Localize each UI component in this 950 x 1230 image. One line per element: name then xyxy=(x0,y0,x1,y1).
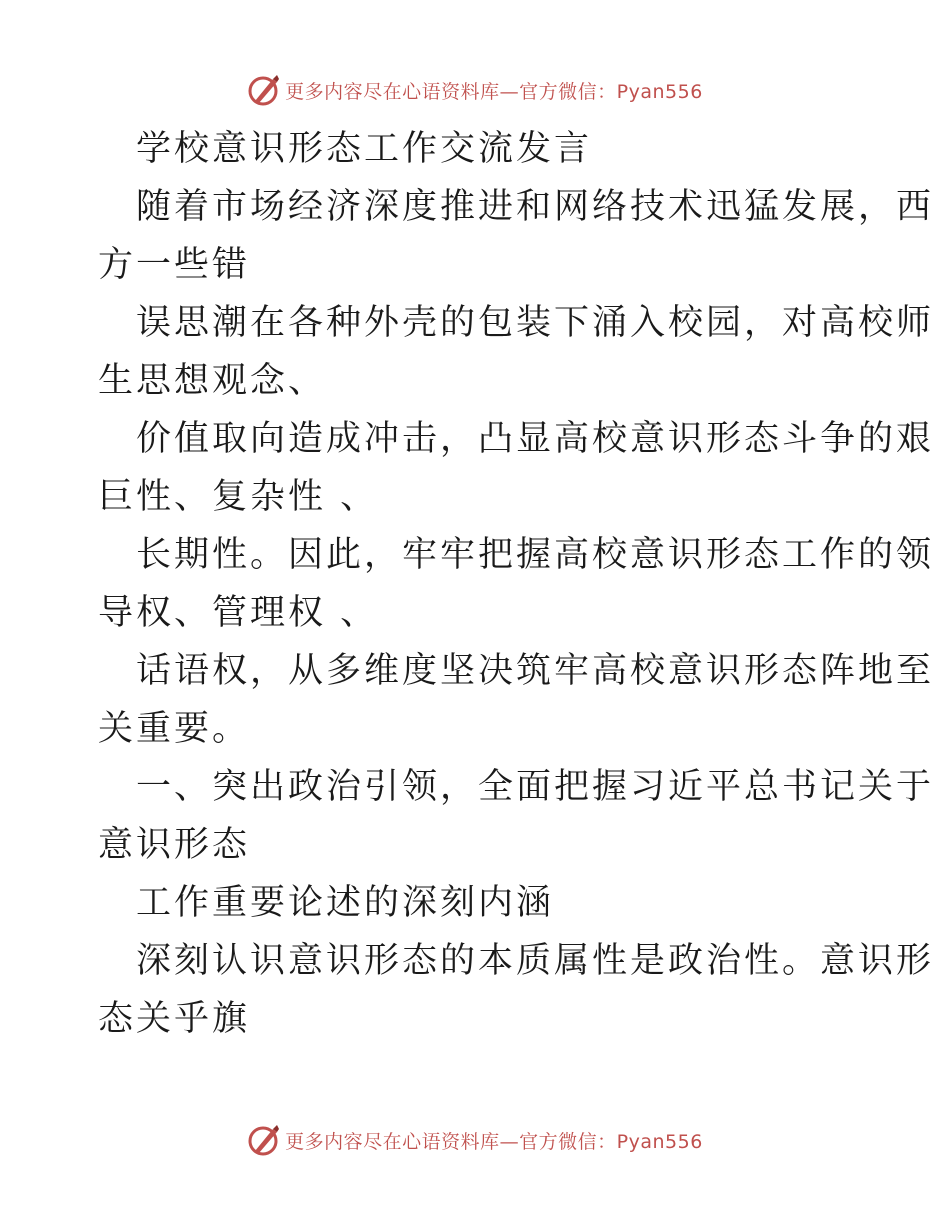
section-heading-line: 一、突出政治引领，全面把握习近平总书记关于 xyxy=(136,767,935,807)
paragraph-line: 误思潮在各种外壳的包装下涌入校园，对高校师 xyxy=(136,303,935,343)
paragraph-line: 深刻认识意识形态的本质属性是政治性。意识形 xyxy=(136,941,935,981)
pen-logo-icon xyxy=(247,1123,281,1157)
section-heading-line: 意识形态 xyxy=(98,825,251,865)
pen-logo-icon xyxy=(247,73,281,107)
paragraph-line: 巨性、复杂性 、 xyxy=(98,477,379,517)
paragraph-line: 导权、管理权 、 xyxy=(98,593,379,633)
paragraph-line: 随着市场经济深度推进和网络技术迅猛发展，西 xyxy=(136,187,935,227)
document-title: 学校意识形态工作交流发言 xyxy=(136,129,593,169)
paragraph-line: 生思想观念、 xyxy=(98,361,327,401)
section-heading-line: 工作重要论述的深刻内涵 xyxy=(136,883,555,923)
banner-text-cn: 更多内容尽在心语资料库—官方微信： xyxy=(285,1130,617,1153)
paragraph-line: 关重要。 xyxy=(98,709,251,749)
footer-watermark-banner xyxy=(0,1120,950,1160)
paragraph-line: 价值取向造成冲击，凸显高校意识形态斗争的艰 xyxy=(136,419,935,459)
banner-wechat-id: Pyan556 xyxy=(616,1130,703,1153)
paragraph-line: 话语权，从多维度坚决筑牢高校意识形态阵地至 xyxy=(136,651,935,691)
header-watermark-banner xyxy=(0,70,950,110)
banner-text-cn: 更多内容尽在心语资料库—官方微信： xyxy=(285,80,617,103)
paragraph-line: 态关乎旗 xyxy=(98,999,251,1039)
paragraph-line: 长期性。因此，牢牢把握高校意识形态工作的领 xyxy=(136,535,935,575)
document-body xyxy=(98,120,935,1048)
paragraph-line: 方一些错 xyxy=(98,245,251,285)
banner-wechat-id: Pyan556 xyxy=(616,80,703,103)
